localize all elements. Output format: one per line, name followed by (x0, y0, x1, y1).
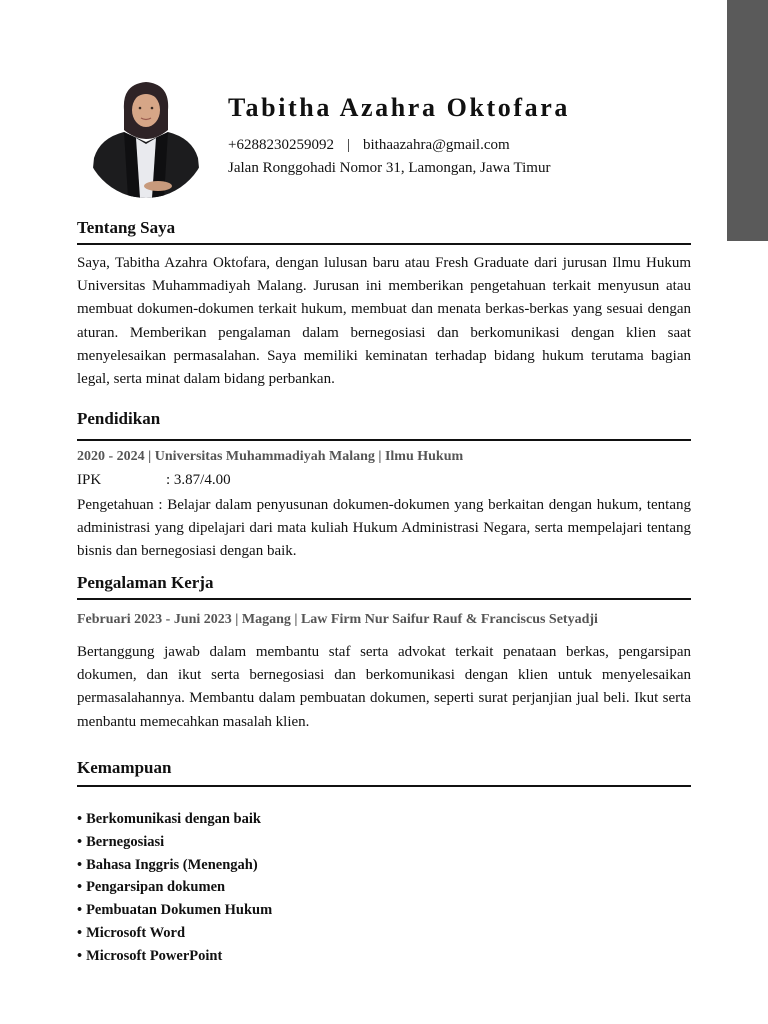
list-item (77, 876, 272, 899)
skill-label: Pengarsipan dokumen (86, 879, 226, 896)
skill-label: Bahasa Inggris (Menengah) (86, 856, 258, 873)
bullet-mark: • (77, 811, 83, 827)
scrollbar-thumb[interactable] (727, 0, 768, 241)
about-paragraph: Saya, Tabitha Azahra Oktofara, dengan lulusan baru atau Fresh Graduate dari jurusan Ilmu Hukum Universitas Muhammadiyah Malang. Jurusan ini memberikan pengetahuan terkait menyusun atau membuat dokumen-dokumen terkait hukum, membuat dan menata berkas-berkas yang sesuai dengan aturan. Memberikan pengalaman dalam bernegosiasi dan berkomunikasi dengan klien saat menyelesaikan permasalahan. Saya memiliki keminatan terhadap bidang hukum terutama bagian legal, serta minat dalam bidang perbankan. (77, 255, 691, 388)
skills-list (77, 808, 272, 968)
skill-label: Berkomunikasi dengan baik (86, 811, 261, 827)
gpa-value: : 3.87/4.00 (166, 472, 231, 488)
home-address: Jalan Ronggohadi Nomor 31, Lamongan, Jawa Timur (228, 160, 551, 176)
bullet-mark: • (77, 924, 83, 941)
email-address: bithaazahra@gmail.com (362, 137, 510, 153)
bullet-mark: • (77, 856, 83, 873)
section-divider (77, 243, 691, 245)
bullet-mark: • (77, 902, 83, 919)
contact-line (228, 137, 510, 154)
section-divider (77, 439, 691, 441)
applicant-name: Tabitha Azahra Oktofara (228, 93, 570, 122)
contact-separator: | (346, 137, 350, 153)
education-entry-heading: 2020 - 2024 | Universitas Muhammadiyah Malang | Ilmu Hukum (77, 449, 464, 464)
skill-label: Microsoft PowerPoint (86, 947, 223, 964)
skill-label: Microsoft Word (86, 924, 186, 941)
profile-photo (84, 72, 208, 198)
bullet-mark: • (77, 947, 83, 964)
list-item (77, 854, 272, 877)
list-item (77, 831, 272, 854)
gpa-row (77, 472, 231, 489)
experience-paragraph: Bertanggung jawab dalam membantu staf serta advokat terkait penataan berkas, pengarsipan dokumen, dan ikut serta bernegosiasi dan berkomunikasi dengan klien untuk menyelesaikan permasalahannya. Membantu dalam pembuatan dokumen, seperti surat perjanjian jual beli. Ikut serta menbantu memecahkan masalah klien. (77, 644, 691, 730)
list-item (77, 899, 272, 922)
section-divider (77, 785, 691, 787)
skill-label: Pembuatan Dokumen Hukum (86, 902, 273, 919)
skill-label: Bernegosiasi (86, 833, 165, 850)
list-item (77, 808, 272, 831)
gpa-label: IPK (77, 472, 102, 488)
phone-number: +6288230259092 (228, 137, 334, 153)
education-knowledge-paragraph: Pengetahuan : Belajar dalam penyusunan dokumen-dokumen yang berkaitan dengan hukum, tentang administrasi yang dipelajari dari mata kuliah Hukum Administrasi Negara, serta mempelajari tentang bisnis dan bernegosiasi dengan baik. (77, 497, 691, 560)
list-item (77, 922, 272, 945)
bullet-mark: • (77, 879, 83, 896)
bullet-mark: • (77, 833, 83, 850)
list-item (77, 945, 272, 968)
section-divider (77, 598, 691, 600)
section-title-about: Tentang Saya (77, 218, 176, 237)
experience-entry-heading: Februari 2023 - Juni 2023 | Magang | Law Firm Nur Saifur Rauf & Franciscus Setyadji (77, 612, 598, 627)
section-title-skills: Kemampuan (77, 758, 172, 777)
section-title-education: Pendidikan (77, 409, 161, 428)
section-title-experience: Pengalaman Kerja (77, 573, 214, 592)
